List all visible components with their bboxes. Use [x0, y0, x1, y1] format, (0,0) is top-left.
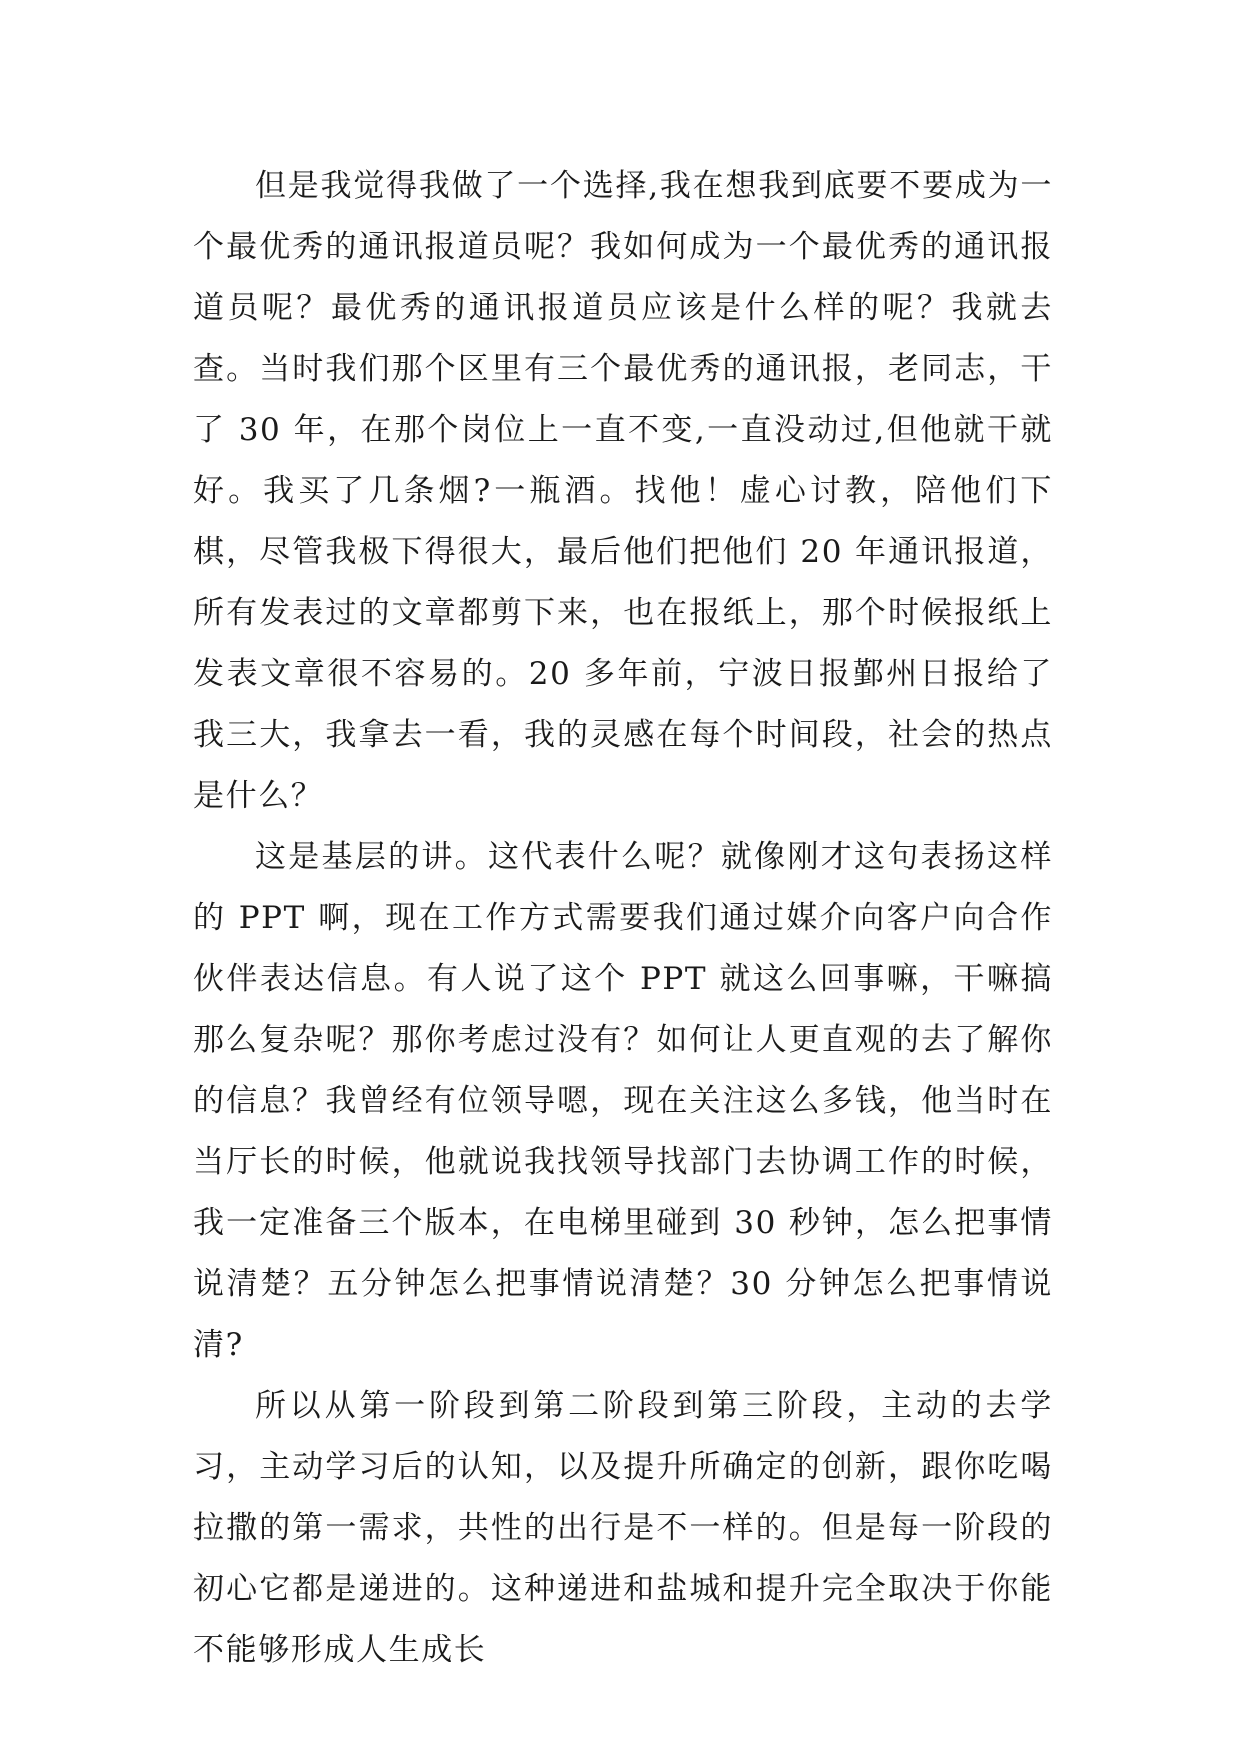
document-body: [193, 156, 1053, 1681]
paragraph: 但是我觉得我做了一个选择,我在想我到底要不要成为一个最优秀的通讯报道员呢？我如何成为一个最优秀的通讯报道员呢？最优秀的通讯报道员应该是什么样的呢？我就去查。当时我们那个区里有三个最优秀的通讯报，老同志，干了 30 年，在那个岗位上一直不变,一直没动过,但他就干就好。我买了几条烟?一瓶酒。找他！虚心讨教，陪他们下棋，尽管我极下得很大，最后他们把他们 20 年通讯报道，所有发表过的文章都剪下来，也在报纸上，那个时候报纸上发表文章很不容易的。20 多年前，宁波日报鄞州日报给了我三大，我拿去一看，我的灵感在每个时间段，社会的热点是什么？: [193, 168, 1053, 814]
paragraph: 这是基层的讲。这代表什么呢？就像刚才这句表扬这样的 PPT 啊，现在工作方式需要我们通过媒介向客户向合作伙伴表达信息。有人说了这个 PPT 就这么回事嘛，干嘛搞那么复杂呢？那你考虑过没有？如何让人更直观的去了解你的信息？我曾经有位领导嗯，现在关注这么多钱，他当时在当厅长的时候，他就说我找领导找部门去协调工作的时候，我一定准备三个版本，在电梯里碰到 30 秒钟，怎么把事情说清楚？五分钟怎么把事情说清楚？30 分钟怎么把事情说清?: [193, 839, 1053, 1363]
paragraph: 所以从第一阶段到第二阶段到第三阶段，主动的去学习，主动学习后的认知，以及提升所确定的创新，跟你吃喝拉撒的第一需求，共性的出行是不一样的。但是每一阶段的初心它都是递进的。这种递进和盐城和提升完全取决于你能不能够形成人生成长: [193, 1388, 1053, 1668]
